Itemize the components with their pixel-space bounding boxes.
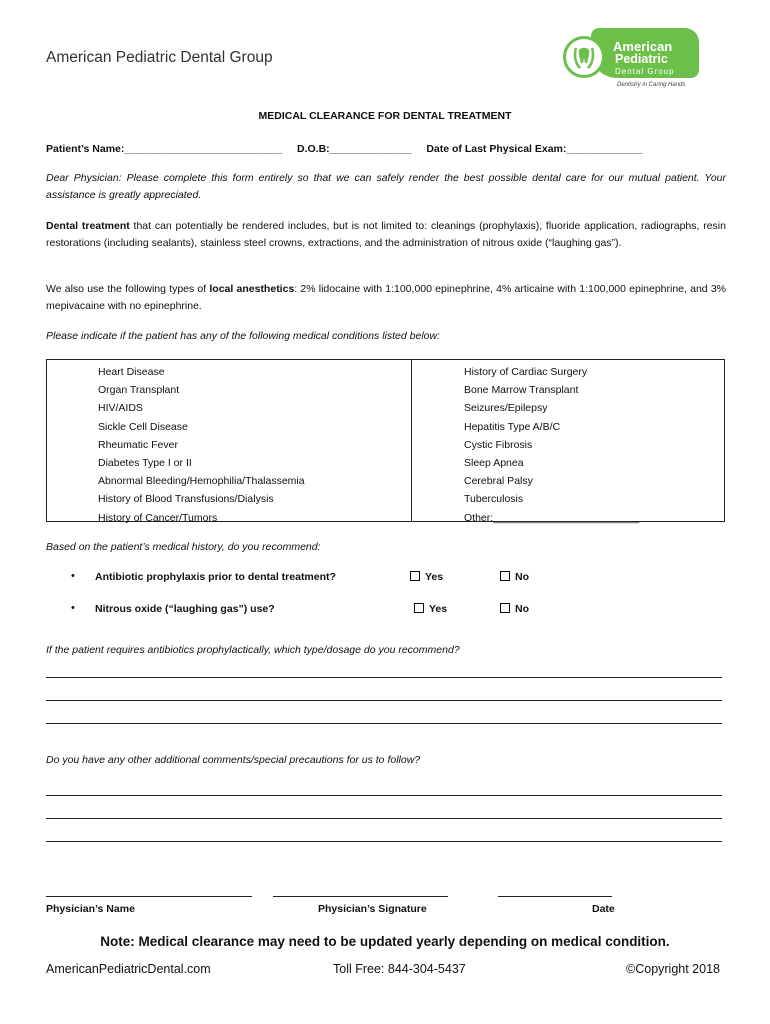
tooth-icon (563, 36, 605, 78)
anesthetics-text: : 2% lidocaine with 1:100,000 epinephrine, 4% articaine with 1:100,000 epinephrine, and 3% mepivacaine with no epinephrine. (46, 283, 727, 312)
condition-other-field[interactable]: Other:_________________________ (464, 511, 640, 524)
physician-name-label: Physician’s Name (46, 903, 135, 915)
condition-item[interactable]: History of Blood Transfusions/Dialysis (98, 493, 274, 506)
condition-item[interactable]: Cerebral Palsy (464, 475, 533, 488)
checkbox-icon[interactable] (414, 603, 424, 613)
physician-signature-line[interactable] (273, 896, 448, 897)
comments-answer-line[interactable] (46, 818, 722, 819)
condition-item[interactable]: Sickle Cell Disease (98, 420, 188, 433)
anesthetics-pre: We also use the following types of (46, 283, 210, 295)
physician-signature-label: Physician’s Signature (318, 903, 427, 915)
nitrous-yes-checkbox[interactable] (414, 603, 447, 615)
condition-item[interactable]: HIV/AIDS (98, 402, 143, 415)
antibiotic-prompt: If the patient requires antibiotics prophylactically, which type/dosage do you recommend? (46, 644, 460, 656)
org-name: American Pediatric Dental Group (46, 49, 273, 66)
dob-field[interactable]: D.O.B:______________ (296, 143, 412, 155)
antibiotic-answer-line[interactable] (46, 700, 722, 701)
footer-website: AmericanPediatricDental.com (46, 962, 211, 976)
checkbox-label: No (515, 571, 529, 583)
checkbox-label: Yes (429, 603, 448, 615)
table-divider (411, 360, 412, 521)
bullet-icon: • (71, 570, 75, 582)
comments-prompt: Do you have any other additional comments/special precautions for us to follow? (46, 754, 421, 766)
antibiotic-answer-line[interactable] (46, 677, 722, 678)
bullet-icon: • (71, 602, 75, 614)
condition-item[interactable]: History of Cancer/Tumors (98, 511, 218, 524)
tooth-hands-icon (566, 39, 602, 75)
nitrous-no-checkbox[interactable] (500, 603, 529, 615)
antibiotic-answer-line[interactable] (46, 723, 722, 724)
anesthetics-paragraph (46, 281, 726, 315)
logo-text-pediatric: Pediatric (615, 52, 668, 66)
condition-item[interactable]: Hepatitis Type A/B/C (464, 420, 561, 433)
comments-answer-line[interactable] (46, 795, 722, 796)
recommend-prompt: Based on the patient’s medical history, do you recommend: (46, 541, 321, 553)
condition-item[interactable]: Bone Marrow Transplant (464, 384, 579, 397)
patient-name-field[interactable]: Patient’s Name:___________________________ (46, 143, 283, 155)
checkbox-label: No (515, 603, 529, 615)
question-nitrous: Nitrous oxide (“laughing gas”) use? (95, 603, 275, 615)
condition-item[interactable]: Abnormal Bleeding/Hemophilia/Thalassemia (98, 475, 305, 488)
intro-text: Dear Physician: Please complete this form entirely so that we can safely render the best possible dental care for our mutual patient. Your assistance is greatly appreciated. (46, 172, 726, 201)
condition-item[interactable]: Tuberculosis (464, 493, 524, 506)
question-antibiotic: Antibiotic prophylaxis prior to dental treatment? (95, 571, 336, 583)
checkbox-icon[interactable] (500, 603, 510, 613)
dental-treatment-text: that can potentially be rendered includes, but is not limited to: cleanings (prophylaxis), fluoride application, radiographs, resin restorations (including sealants), stainless steel crowns, extractions, and the administration of nitrous oxide (“laughing gas”). (46, 220, 726, 249)
logo-text-american: American (613, 39, 673, 54)
last-exam-field[interactable]: Date of Last Physical Exam:_____________ (426, 143, 643, 155)
footer-copyright: ©Copyright 2018 (626, 962, 720, 976)
logo-text-dental-group: Dental Group (615, 67, 675, 76)
logo-tagline: Dentistry in Caring Hands (617, 82, 686, 88)
form-title: MEDICAL CLEARANCE FOR DENTAL TREATMENT (258, 110, 512, 122)
date-label: Date (592, 903, 615, 915)
physician-name-line[interactable] (46, 896, 252, 897)
condition-item[interactable]: History of Cardiac Surgery (464, 366, 588, 378)
conditions-prompt: Please indicate if the patient has any of the following medical conditions listed below: (46, 330, 440, 342)
patient-fields-row (46, 143, 654, 155)
condition-item[interactable]: Heart Disease (98, 366, 165, 378)
logo (563, 26, 701, 92)
condition-item[interactable]: Organ Transplant (98, 384, 180, 397)
comments-answer-line[interactable] (46, 841, 722, 842)
footer-toll-free: Toll Free: 844-304-5437 (333, 962, 466, 976)
conditions-left-column (98, 363, 305, 527)
condition-item[interactable]: Cystic Fibrosis (464, 438, 533, 451)
antibiotic-no-checkbox[interactable] (500, 571, 529, 583)
condition-item[interactable]: Rheumatic Fever (98, 438, 178, 451)
condition-item[interactable]: Seizures/Epilepsy (464, 402, 548, 415)
anesthetics-lead: local anesthetics (209, 283, 295, 295)
checkbox-label: Yes (425, 571, 444, 583)
condition-item[interactable]: Diabetes Type I or II (98, 456, 192, 469)
conditions-table (46, 359, 725, 522)
note-text: Note: Medical clearance may need to be updated yearly depending on medical condition. (100, 934, 670, 949)
dental-treatment-lead: Dental treatment (46, 220, 130, 232)
date-line[interactable] (498, 896, 612, 897)
condition-item[interactable]: Sleep Apnea (464, 456, 524, 469)
antibiotic-yes-checkbox[interactable] (410, 571, 443, 583)
checkbox-icon[interactable] (410, 571, 420, 581)
dental-treatment-paragraph (46, 218, 726, 252)
conditions-right-column (464, 363, 639, 527)
checkbox-icon[interactable] (500, 571, 510, 581)
